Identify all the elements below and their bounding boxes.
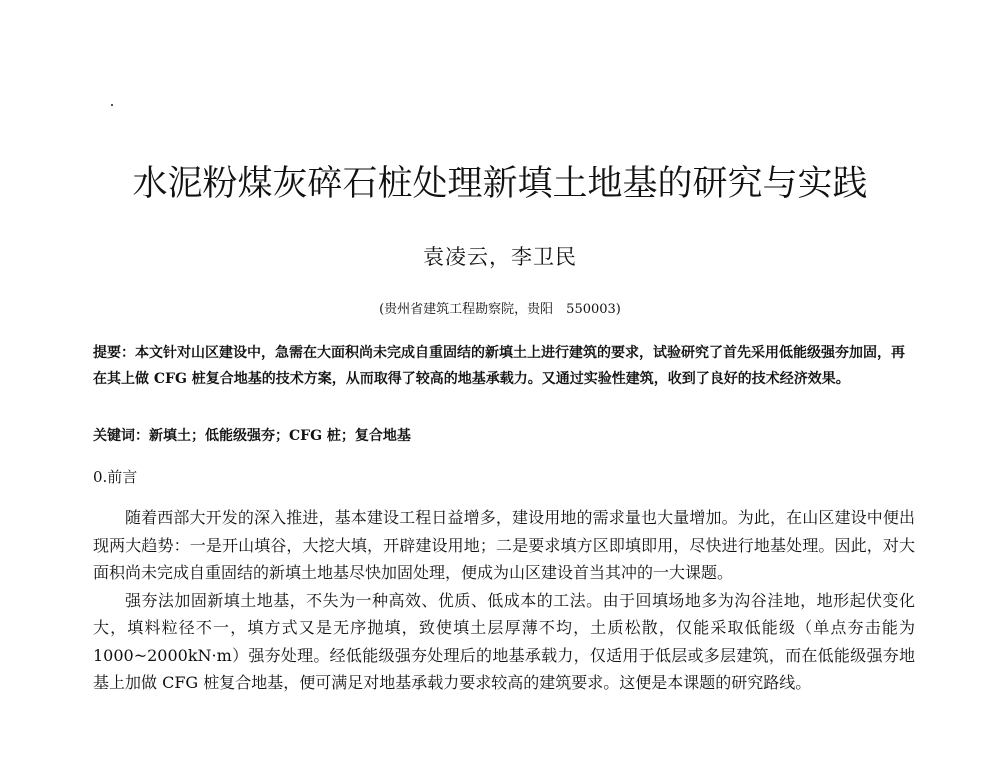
body-paragraph: 随着西部大开发的深入推进，基本建设工程日益增多，建设用地的需求量也大量增加。为此，在山区建设中便出现两大趋势：一是开山填谷，大挖大填，开辟建设用地；二是要求填方区即填即用，尽快进行地基处理。因此，对大面积尚未完成自重固结的新填土地基尽快加固处理，便成为山区建设首当其冲的一大课题。 xyxy=(93,508,915,582)
abstract-block xyxy=(93,340,913,392)
abstract-label: 提要： xyxy=(93,345,135,361)
abstract-text: 本文针对山区建设中，急需在大面积尚未完成自重固结的新填土上进行建筑的要求，试验研究了首先采用低能级强夯加固，再在其上做 CFG 桩复合地基的技术方案，从而取得了较高的地基承载力。又通过实验性建筑，收到了良好的技术经济效果。 xyxy=(93,345,905,387)
paper-title: 水泥粉煤灰碎石桩处理新填土地基的研究与实践 xyxy=(132,164,868,204)
keywords-label: 关键词： xyxy=(93,428,149,444)
keywords-text: 新填土；低能级强夯；CFG 桩；复合地基 xyxy=(149,428,411,444)
body-text xyxy=(93,504,915,697)
section-heading: 0.前言 xyxy=(93,468,138,486)
body-paragraph: 强夯法加固新填土地基，不失为一种高效、优质、低成本的工法。由于回填场地多为沟谷洼地，地形起伏变化大，填料粒径不一，填方式又是无序抛填，致使填土层厚薄不均，土质松散，仅能采取低能级（单点夯击能为 1000~2000kN·m）强夯处理。经低能级强夯处理后的地基承载力，仅适用于低层或多层建筑，而在低能级强夯地基上加做 CFG 桩复合地基，便可满足对地基承载力要求较高的建筑要求。这便是本课题的研究路线。 xyxy=(93,590,915,692)
author-affiliation: (贵州省建筑工程勘察院，贵阳 550003) xyxy=(379,302,621,317)
paper-authors: 袁凌云，李卫民 xyxy=(423,245,577,269)
keywords-block xyxy=(93,424,913,448)
scan-speck xyxy=(111,104,113,106)
